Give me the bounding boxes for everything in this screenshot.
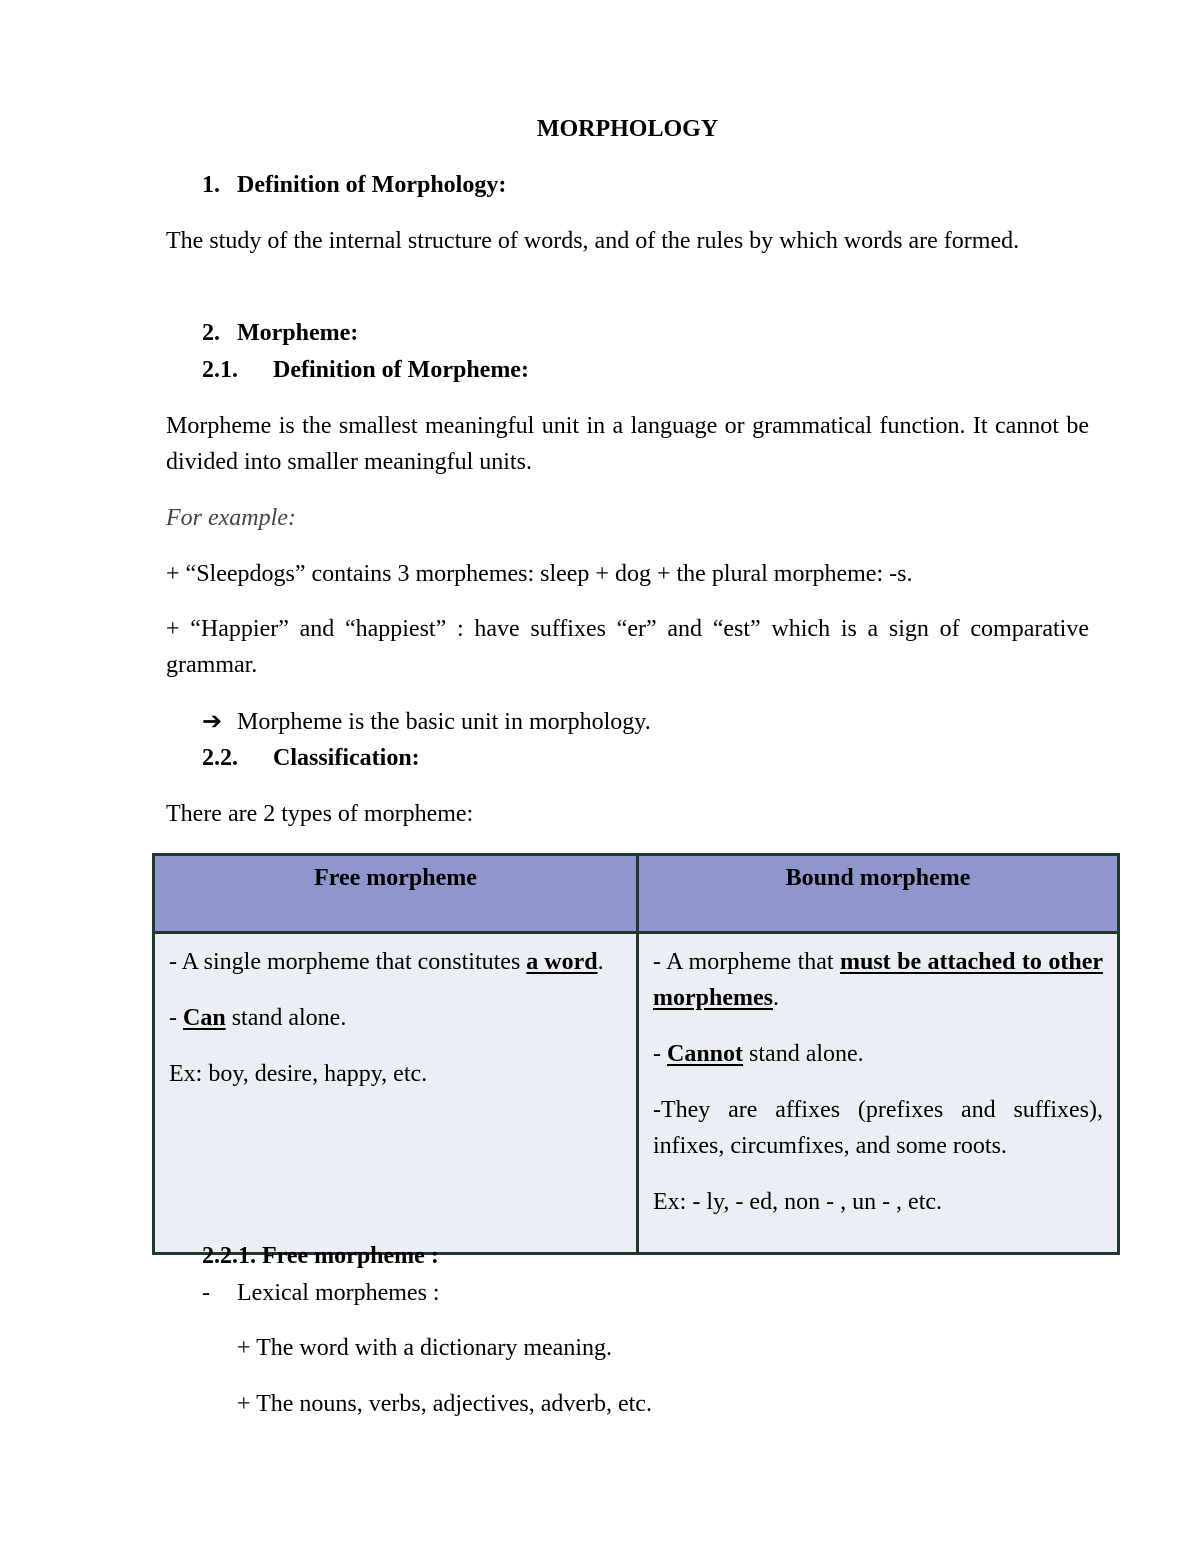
- section-2-2-heading: Classification:: [273, 745, 420, 771]
- table-body-row: [154, 933, 1119, 1254]
- section-2-1-number: 2.1.: [202, 357, 238, 383]
- bound-definition: - A morpheme that must be attached to other morphemes.: [653, 949, 1103, 1011]
- bound-types: -They are affixes (prefixes and suffixes), infixes, circumfixes, and some roots.: [653, 1097, 1103, 1159]
- header-bound-morpheme: Bound morpheme: [638, 855, 1119, 933]
- morpheme-table: [152, 853, 1120, 1255]
- page-title: MORPHOLOGY: [536, 116, 719, 142]
- example-happier: + “Happier” and “happiest” : have suffixes “er” and “est” which is a sign of comparative grammar.: [166, 616, 1089, 678]
- bound-morpheme-cell: [638, 933, 1119, 1254]
- free-definition-emphasis: a word: [526, 949, 598, 975]
- section-1-body: The study of the internal structure of words, and of the rules by which words are formed.: [166, 228, 1020, 254]
- bullet-dash: -: [202, 1280, 210, 1306]
- lexical-point-1: + The word with a dictionary meaning.: [237, 1335, 612, 1361]
- bound-alone-emphasis: Cannot: [667, 1041, 744, 1067]
- bound-example: Ex: - ly, - ed, non - , un - , etc.: [653, 1189, 943, 1215]
- free-definition: - A single morpheme that constitutes a word.: [169, 949, 604, 975]
- conclusion-text: Morpheme is the basic unit in morphology.: [237, 709, 651, 735]
- free-morpheme-cell: [154, 933, 638, 1254]
- example-sleepdogs: + “Sleepdogs” contains 3 morphemes: sleep + dog + the plural morpheme: -s.: [166, 561, 913, 587]
- section-1-heading: Definition of Morphology:: [237, 172, 507, 198]
- section-2-1-body: Morpheme is the smallest meaningful unit in a language or grammatical function. It cannot be divided into smaller meaningful units.: [166, 413, 1089, 475]
- section-2-2-number: 2.2.: [202, 745, 238, 771]
- section-2-number: 2.: [202, 320, 220, 346]
- free-example: Ex: boy, desire, happy, etc.: [169, 1061, 428, 1087]
- header-free-morpheme: Free morpheme: [154, 855, 638, 933]
- free-alone: - Can stand alone.: [169, 1005, 347, 1031]
- classification-intro: There are 2 types of morpheme:: [166, 801, 474, 827]
- bound-definition-emphasis: must be attached to other morphemes: [653, 949, 1103, 1011]
- lexical-point-2: + The nouns, verbs, adjectives, adverb, etc.: [237, 1391, 652, 1417]
- free-alone-emphasis: Can: [183, 1005, 226, 1031]
- section-2-1-heading: Definition of Morpheme:: [273, 357, 529, 383]
- arrow-icon: ➔: [202, 709, 223, 735]
- table-header-row: [154, 855, 1119, 933]
- section-2-2-1-heading: 2.2.1. Free morpheme :: [202, 1243, 439, 1269]
- example-label: For example:: [166, 505, 296, 531]
- section-1-number: 1.: [202, 172, 220, 198]
- lexical-morphemes-label: Lexical morphemes :: [237, 1280, 440, 1306]
- bound-alone: - Cannot stand alone.: [653, 1041, 864, 1067]
- section-2-heading: Morpheme:: [237, 320, 359, 346]
